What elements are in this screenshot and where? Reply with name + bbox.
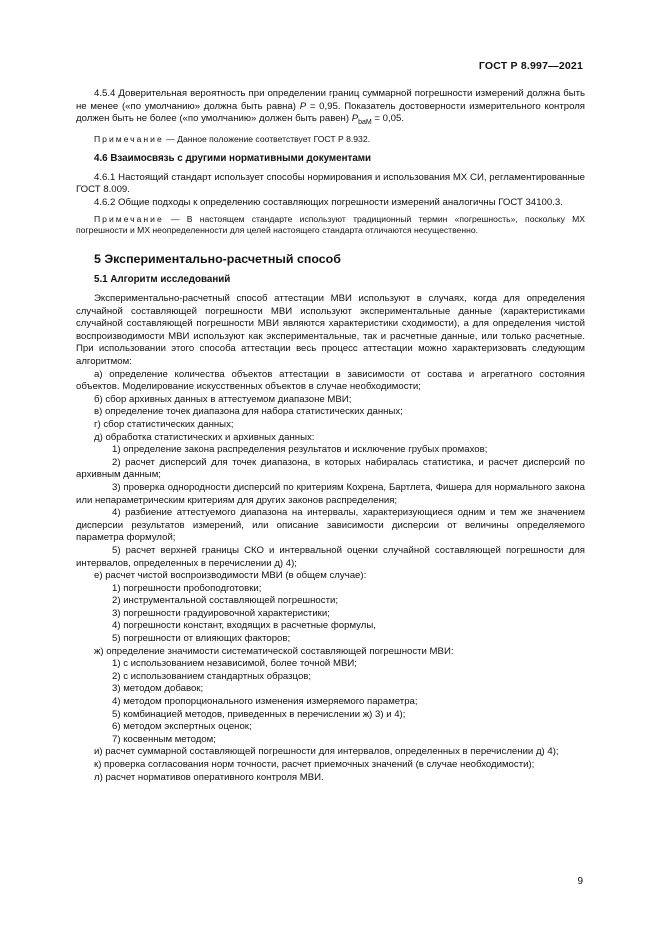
note-1 — [76, 134, 585, 146]
paragraph-4-6-2: 4.6.2 Общие подходы к определению составляющих погрешности измерений аналогичны ГОСТ 34100.3. — [94, 197, 563, 209]
list-item: 4) методом пропорционального изменения измеряемого параметра; — [112, 696, 418, 708]
algorithm-list — [76, 369, 585, 785]
list-item: и) расчет суммарной составляющей погрешности для интервалов, определенных в перечислении д) 4); — [94, 746, 559, 758]
list-item: в) определение точек диапазона для набора статистических данных; — [94, 406, 403, 418]
heading-4-6: 4.6 Взаимосвязь с другими нормативными документами — [94, 153, 372, 165]
list-item: к) проверка согласования норм точности, расчет приемочных значений (в случае необходимости); — [94, 759, 535, 770]
list-item: 4) разбиение аттестуемого диапазона на интервалы, характеризующиеся одним и тем же значением дисперсии результатов измерений, или описание зависимости дисперсии от величины определяемого параметра формулой; — [76, 507, 585, 544]
page-number: 9 — [577, 876, 583, 887]
heading-5-1: 5.1 Алгоритм исследований — [94, 274, 231, 286]
note-2-text: — В настоящем стандарте используют традиционный термин «погрешность», поскольку МХ погрешности и МХ неопределенности для целей настоящего стандарта отличаются несущественно. — [76, 213, 585, 236]
list-item: 7) косвенным методом; — [112, 733, 216, 745]
list-item: 1) определение закона распределения результатов и исключение грубых промахов; — [112, 444, 488, 456]
list-item: 5) комбинацией методов, приведенных в перечислении ж) 3) и 4); — [112, 708, 406, 720]
list-item: 2) инструментальной составляющей погрешности; — [112, 595, 338, 607]
note-1-label: Примечание — [94, 133, 164, 144]
paragraph-4-5-4-part1: 4.5.4 Доверительная вероятность при определении границ суммарной погрешности измерений должна быть не менее («по умолчанию» должна быть равна) — [76, 88, 585, 112]
pbam-symbol: P — [351, 113, 359, 125]
paragraph-4-5-4-part2: = 0,95. Показатель достоверности измерительного контроля должен быть не более («по умолчанию» должен быть равен) — [76, 100, 586, 125]
list-item: ж) определение значимости систематической составляющей погрешности МВИ: — [94, 645, 454, 657]
list-item: 1) погрешности пробоподготовки; — [112, 582, 262, 594]
list-item: е) расчет чистой воспроизводимости МВИ (в общем случае): — [94, 570, 367, 582]
note-1-text: — Данное положение соответствует ГОСТ Р 8.932. — [163, 133, 370, 144]
list-item: д) обработка статистических и архивных данных: — [94, 431, 315, 443]
heading-5: 5 Экспериментально-расчетный способ — [94, 251, 341, 266]
paragraph-4-5-4-part3: = 0,05. — [371, 113, 405, 125]
paragraph-4-6-1: 4.6.1 Настоящий стандарт использует способы нормирования и использования МХ СИ, регламентированные ГОСТ 8.009. — [76, 171, 585, 196]
list-item: 3) проверка однородности дисперсий по критериям Кохрена, Бартлета, Фишера для нормального закона или непараметрическим критериям для других законов распределения; — [76, 481, 585, 506]
list-item: 4) погрешности констант, входящих в расчетные формулы, — [112, 620, 376, 632]
list-item: л) расчет нормативов оперативного контроля МВИ. — [94, 771, 324, 783]
list-item: а) определение количества объектов аттестации в зависимости от состава и агрегатного состояния объектов. Моделирование искусственных объектов в случае необходимости; — [76, 368, 585, 393]
note-2-label: Примечание — [94, 213, 164, 224]
list-item: 2) с использованием стандартных образцов; — [112, 670, 312, 682]
p-symbol: P — [299, 100, 307, 112]
list-item: 3) погрешности градуировочной характеристики; — [112, 607, 330, 619]
list-item: 5) расчет верхней границы СКО и интервальной оценки случайной составляющей погрешности для интервалов, определенных в перечислении д) 4); — [76, 544, 585, 569]
intro-paragraph: Экспериментально-расчетный способ аттестации МВИ используют в случаях, когда для определения случайной составляющей погрешности МВИ используют экспериментальные данные (характеристиками случайной составляющей погрешности МВИ являются характеристики сходимости), а для определения чистой воспроизводимости МВИ используют как экспериментальные, так и расчетные данные, или только расчетные. При использовании этого способа аттестации весь процесс аттестации можно характеризовать следующим алгоритмом: — [76, 293, 585, 367]
list-item: г) сбор статистических данных; — [94, 418, 234, 430]
paragraph-4-5-4 — [76, 88, 585, 130]
list-item: 2) расчет дисперсий для точек диапазона, в которых набиралась статистика, и расчет дисперсий по архивным данным; — [76, 456, 585, 481]
note-2 — [76, 214, 585, 237]
list-item: б) сбор архивных данных в аттестуемом диапазоне МВИ; — [94, 393, 352, 405]
list-item: 1) с использованием независимой, более точной МВИ; — [112, 658, 357, 670]
list-item: 5) погрешности от влияющих факторов; — [112, 633, 291, 645]
list-item: 3) методом добавок; — [112, 683, 204, 695]
list-item: 6) методом экспертных оценок; — [112, 721, 252, 733]
page-content — [76, 88, 585, 784]
document-header: ГОСТ Р 8.997—2021 — [478, 60, 583, 72]
pbam-subscript: bаM — [358, 119, 372, 127]
